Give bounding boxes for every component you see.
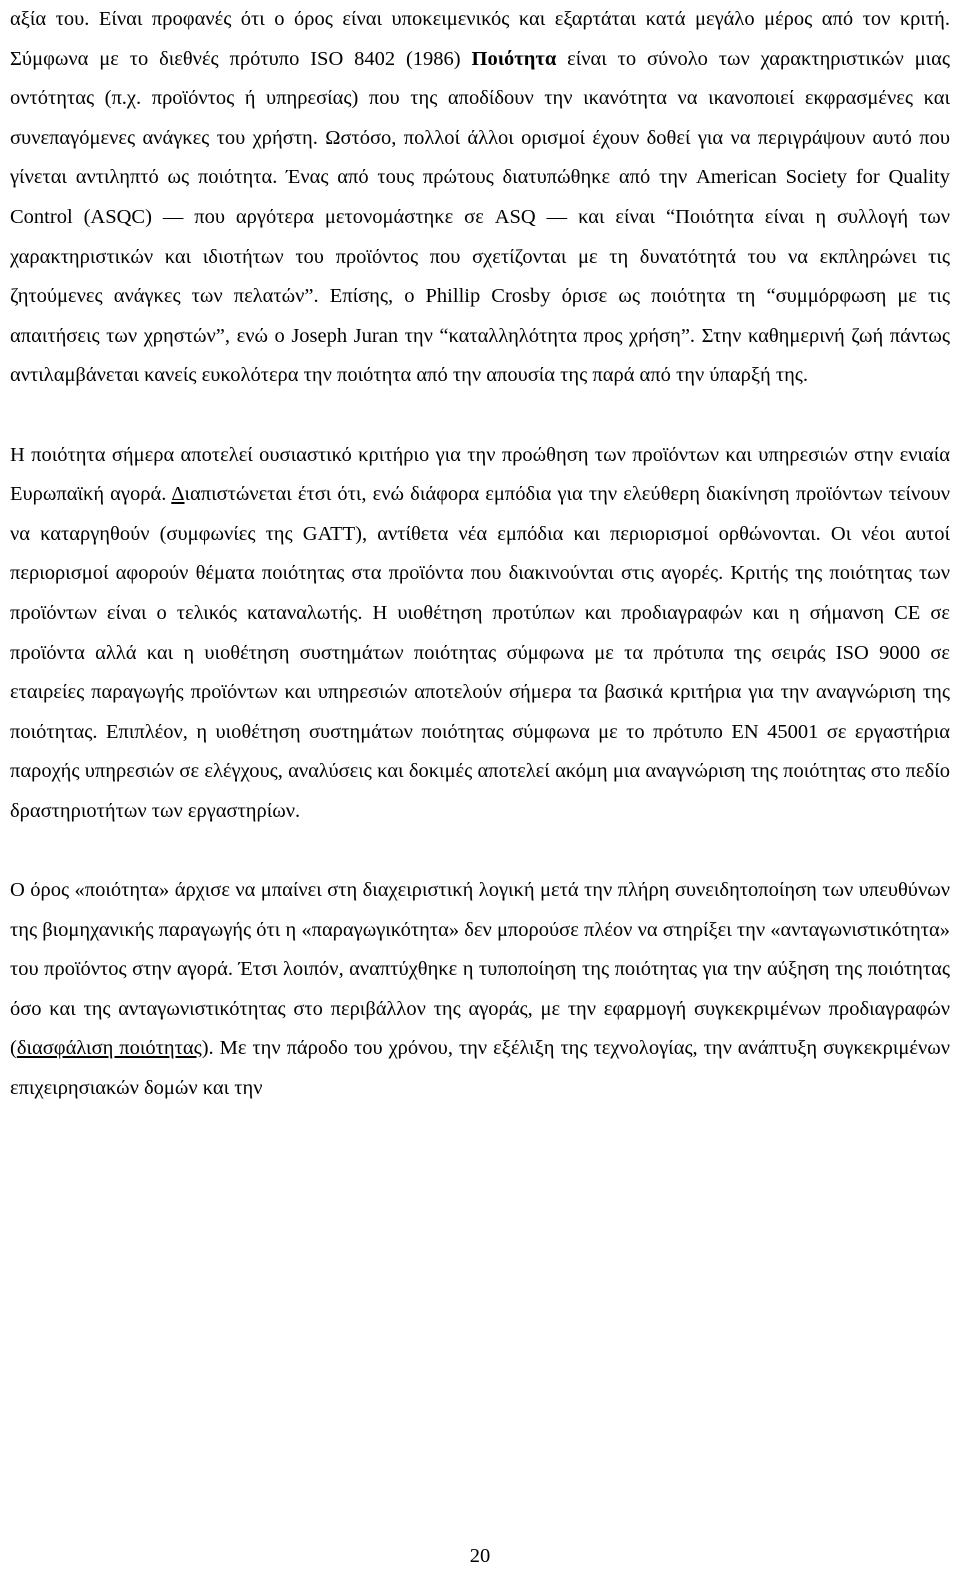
text-span: ). Με την πάροδο του χρόνου, την εξέλιξη της τεχνολογίας, την ανάπτυξη συγκεκριμένων επιχειρησιακών δομών και την — [10, 1037, 951, 1100]
text-span: είναι το σύνολο των χαρακτηριστικών μιας οντότητας (π.χ. προϊόντος ή υπηρεσίας) που της αποδίδουν την ικανότητα να ικανοποιεί εκφρασμένες και συνεπαγόμενες ανάγκες του χρήστη. Ωστόσο, πολλοί άλλοι ορισμοί έχουν δοθεί για να περιγράψουν αυτό που γίνεται αντιληπτό ως ποιότητα. Ένας από τους πρώτους διατυπώθηκε από την American Society for Quality Control (ASQC) ― που αργότερα μετονομάστηκε σε ASQ ― και είναι “Ποιότητα είναι η συλλογή των χαρακτηριστικών και ιδιοτήτων του προϊόντος που σχετίζονται με τη δυνατότητά του να εκπληρώνει τις ζητούμενες ανάγκες των πελατών”. Επίσης, ο Phillip Crosby όρισε ως ποιότητα τη “συμμόρφωση με τις απαιτήσεις των χρηστών”, ενώ ο Joseph Juran την “καταλληλότητα προς χρήση”. Στην καθημερινή ζωή πάντως αντιλαμβάνεται κανείς ευκολότερα την ποιότητα από την απουσία της παρά από την ύπαρξή της. — [10, 47, 950, 387]
bold-term-quality: Ποιότητα — [471, 47, 557, 70]
text-span: ιαπιστώνεται έτσι ότι, ενώ διάφορα εμπόδια για την ελεύθερη διακίνηση προϊόντων τείνουν να καταργηθούν (συμφωνίες της GATT), αντίθετα νέα εμπόδια και περιορισμοί ορθώνονται. Οι νέοι αυτοί περιορισμοί αφορούν θέματα ποιότητας στα προϊόντα που διακινούνται στις αγορές. Κριτής της ποιότητας των προϊόντων είναι ο τελικός καταναλωτής. Η υιοθέτηση προτύπων και προδιαγραφών και η σήμανση CE σε προϊόντα αλλά και η υιοθέτηση συστημάτων ποιότητας σύμφωνα με τα πρότυπα της σειράς ISO 9000 σε εταιρείες παραγωγής προϊόντων και υπηρεσιών αποτελούν σήμερα τα βασικά κριτήρια για την αναγνώριση της ποιότητας. Επιπλέον, η υιοθέτηση συστημάτων ποιότητας σύμφωνα με το πρότυπο EN 45001 σε εργαστήρια παροχής υπηρεσιών σε ελέγχους, αναλύσεις και δοκιμές αποτελεί ακόμη μια αναγνώριση της ποιότητας στο πεδίο δραστηριοτήτων των εργαστηρίων. — [10, 483, 950, 822]
paragraph-quality-history — [10, 871, 950, 1109]
paragraph-quality-definitions — [10, 0, 950, 396]
paragraph-quality-market — [10, 436, 950, 832]
document-page — [10, 0, 950, 1109]
text-span: Ο όρος «ποιότητα» άρχισε να μπαίνει στη διαχειριστική λογική μετά την πλήρη συνειδητοποίηση των υπευθύνων της βιομηχανικής παραγωγής ότι η «παραγωγικότητα» δεν μπορούσε πλέον να στηρίξει την «ανταγωνιστικότητα» του προϊόντος στην αγορά. Έτσι λοιπόν, αναπτύχθηκε η τυποποίηση της ποιότητας για την αύξηση της ποιότητας όσο και της ανταγωνιστικότητας στο περιβάλλον της αγοράς, με την εφαρμογή συγκεκριμένων προδιαγραφών ( — [10, 879, 950, 1060]
text-span: Η ποιότητα σήμερα αποτελεί ουσιαστικό κριτήριο για την προώθηση των προϊόντων και υπηρεσιών στην ενιαία Ευρωπαϊκή αγορά. — [10, 443, 950, 506]
link-quality-assurance[interactable]: διασφάλιση ποιότητας — [16, 1037, 202, 1060]
page-number: 20 — [469, 1545, 491, 1567]
underlined-letter: Δ — [171, 483, 185, 506]
text-span: αξία του. Είναι προφανές ότι ο όρος είναι υποκειμενικός και εξαρτάται κατά μεγάλο μέρος από τον κριτή. Σύμφωνα με το διεθνές πρότυπο ISO 8402 (1986) — [10, 8, 950, 70]
